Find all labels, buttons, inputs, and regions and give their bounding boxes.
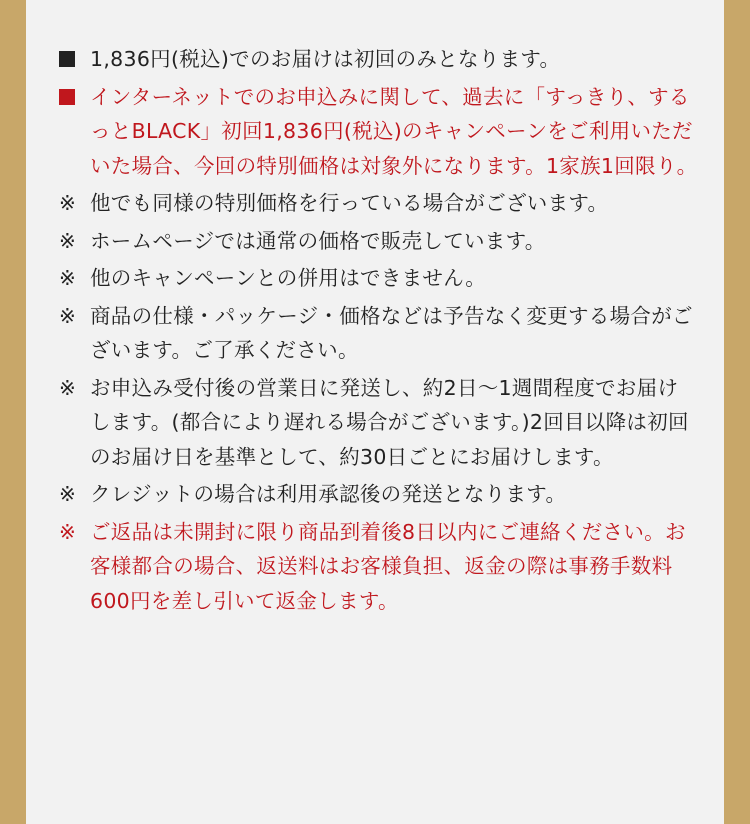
note-text: 他でも同様の特別価格を行っている場合がございます。 — [90, 191, 609, 215]
note-text: 他のキャンペーンとの併用はできません。 — [90, 266, 487, 290]
note-item — [59, 42, 699, 77]
notes-panel — [26, 0, 724, 824]
note-item-warning — [59, 515, 699, 619]
note-text: ホームページでは通常の価格で販売しています。 — [90, 228, 546, 253]
reference-mark-icon: ※ — [59, 228, 77, 253]
reference-mark-icon: ※ — [59, 191, 77, 215]
note-item — [59, 186, 699, 221]
reference-mark-icon: ※ — [59, 266, 77, 290]
reference-mark-icon: ※ — [59, 375, 77, 400]
square-bullet-icon — [59, 80, 90, 184]
reference-mark-icon: ※ — [59, 303, 77, 328]
note-text: 商品の仕様・パッケージ・価格などは予告なく変更する場合がございます。ご了承ください。 — [90, 303, 693, 362]
note-item — [59, 477, 699, 512]
note-item-warning — [59, 80, 699, 184]
note-text: 1,836円(税込)でのお届けは初回のみとなります。 — [90, 47, 561, 71]
note-item — [59, 299, 699, 368]
reference-mark-icon: ※ — [59, 519, 77, 544]
reference-mark-icon: ※ — [59, 482, 77, 506]
notes-list — [59, 42, 699, 621]
note-text: インターネットでのお申込みに関して、過去に「すっきり、するっとBLACK」初回1,836円(税込)のキャンペーンをご利用いただいた場合、今回の特別価格は対象外になります。1家族1回限り。 — [90, 84, 698, 178]
note-text: ご返品は未開封に限り商品到着後8日以内にご連絡ください。お客様都合の場合、返送料はお客様負担、返金の際は事務手数料600円を差し引いて返金します。 — [90, 519, 686, 613]
square-bullet-icon — [59, 42, 90, 77]
note-text: お申込み受付後の営業日に発送し、約2日〜1週間程度でお届けします。(都合により遅れる場合がございます。)2回目以降は初回のお届け日を基準として、約30日ごとにお届けします。 — [90, 375, 689, 469]
note-text: クレジットの場合は利用承認後の発送となります。 — [90, 482, 567, 506]
note-item — [59, 261, 699, 296]
note-item — [59, 371, 699, 475]
note-item — [59, 224, 699, 259]
